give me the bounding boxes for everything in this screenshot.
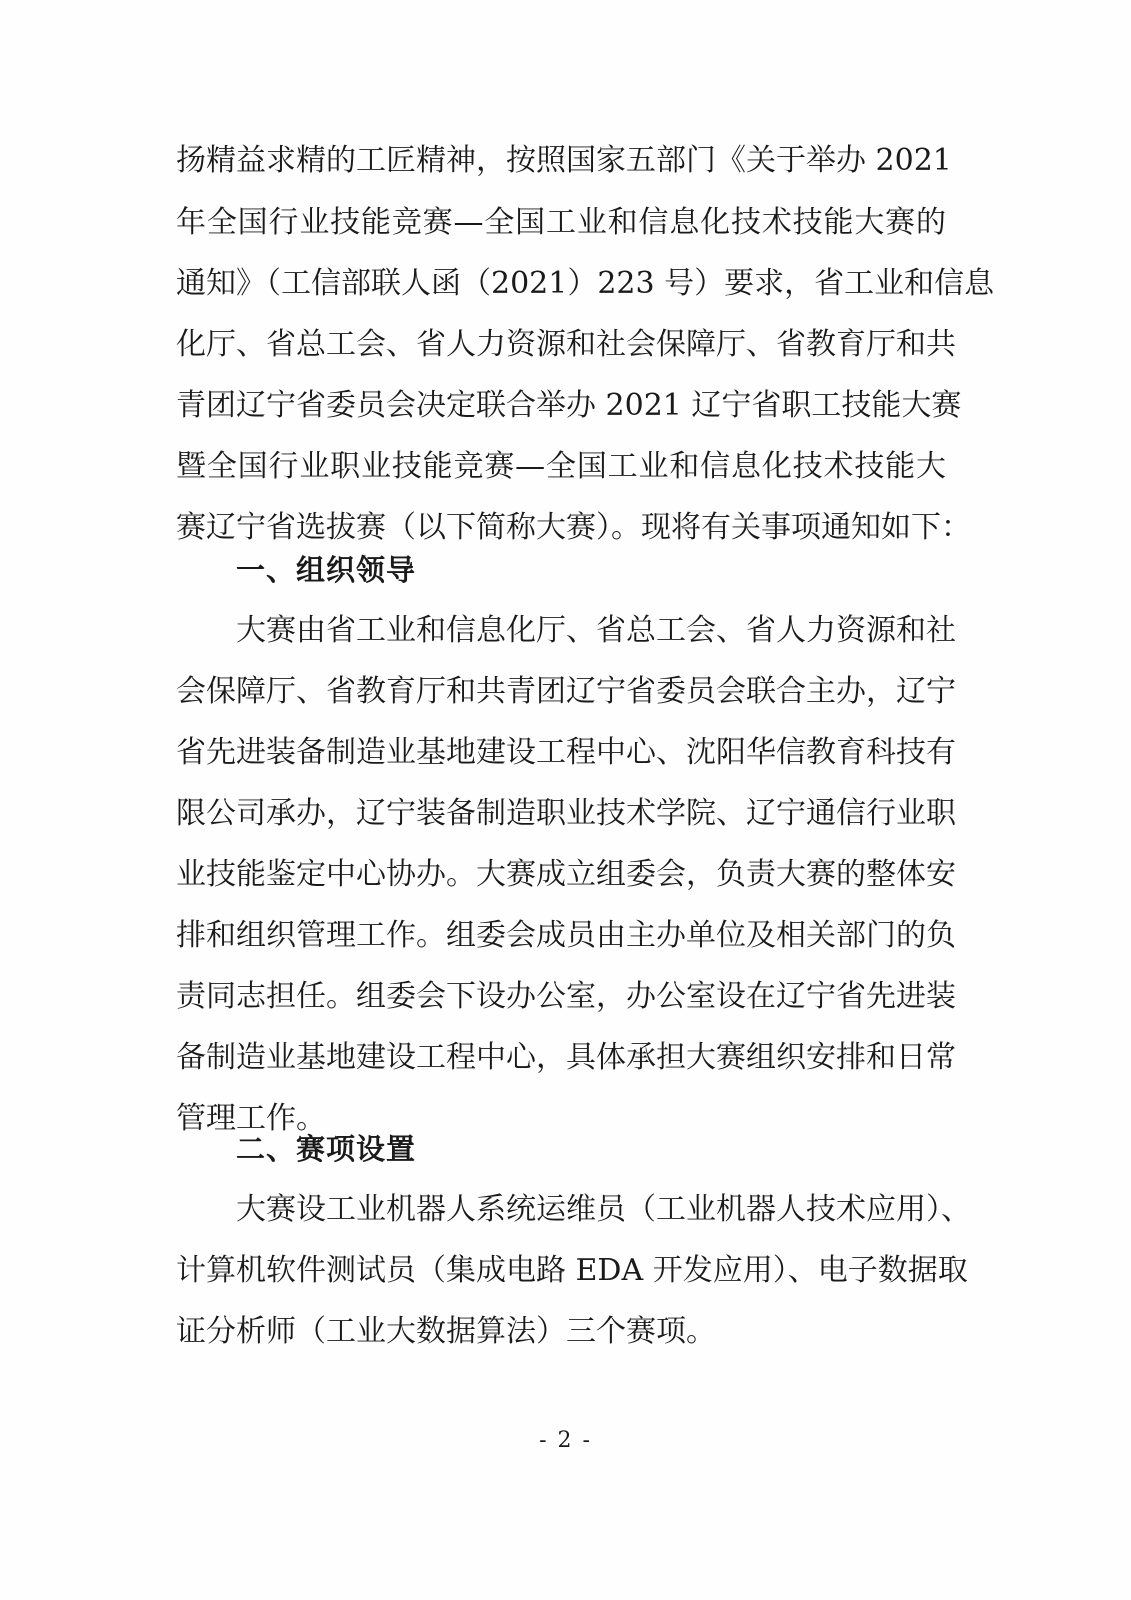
body-text-line: 扬精益求精的工匠精神，按照国家五部门《关于举办 2021 — [176, 143, 952, 178]
section1-text-line: 排和组织管理工作。组委会成员由主办单位及相关部门的负 — [176, 918, 956, 953]
section1-text-line: 会保障厅、省教育厅和共青团辽宁省委员会联合主办，辽宁 — [176, 674, 956, 709]
section2-text-line: 计算机软件测试员（集成电路 EDA 开发应用）、电子数据取 — [176, 1253, 968, 1288]
body-text-line: 青团辽宁省委员会决定联合举办 2021 辽宁省职工技能大赛 — [176, 388, 962, 423]
section1-text-line: 管理工作。 — [176, 1101, 326, 1136]
section-heading-organization: 一、组织领导 — [236, 553, 417, 587]
section2-text-line: 大赛设工业机器人系统运维员（工业机器人技术应用）、 — [236, 1192, 971, 1227]
section1-text-line: 业技能鉴定中心协办。大赛成立组委会，负责大赛的整体安 — [176, 857, 956, 892]
section-heading-events: 二、赛项设置 — [236, 1132, 417, 1166]
body-text-line: 暨全国行业职业技能竞赛—全国工业和信息化技术技能大 — [176, 449, 946, 484]
body-text-line: 年全国行业技能竞赛—全国工业和信息化技术技能大赛的 — [176, 205, 946, 240]
body-text-line: 赛辽宁省选拔赛（以下简称大赛）。现将有关事项通知如下： — [176, 510, 971, 545]
body-text-line: 化厅、省总工会、省人力资源和社会保障厅、省教育厅和共 — [176, 327, 956, 362]
section2-text-line: 证分析师（工业大数据算法）三个赛项。 — [176, 1314, 716, 1349]
section1-text-line: 大赛由省工业和信息化厅、省总工会、省人力资源和社 — [236, 613, 956, 648]
section1-text-line: 限公司承办，辽宁装备制造职业技术学院、辽宁通信行业职 — [176, 796, 956, 831]
page-number: - 2 - — [539, 1428, 592, 1453]
section1-text-line: 备制造业基地建设工程中心，具体承担大赛组织安排和日常 — [176, 1040, 956, 1075]
body-text-line: 通知》（工信部联人函（2021）223 号）要求，省工业和信息 — [176, 266, 995, 301]
section1-text-line: 责同志担任。组委会下设办公室，办公室设在辽宁省先进装 — [176, 979, 956, 1014]
section1-text-line: 省先进装备制造业基地建设工程中心、沈阳华信教育科技有 — [176, 735, 956, 770]
